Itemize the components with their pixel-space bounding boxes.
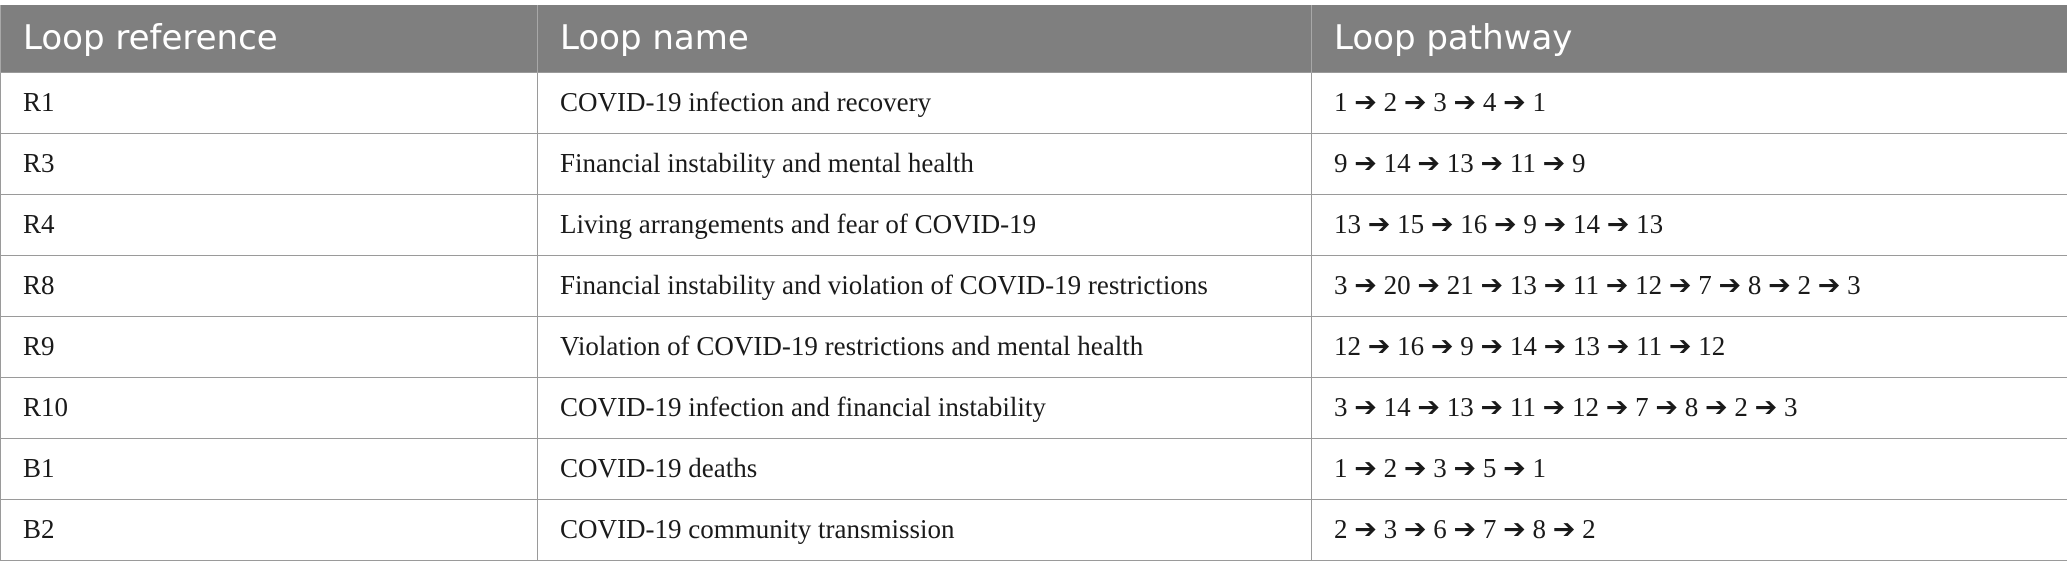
cell-loop-name: COVID-19 deaths (538, 438, 1312, 499)
cell-loop-reference: B1 (1, 438, 538, 499)
cell-loop-pathway: 2 ➔ 3 ➔ 6 ➔ 7 ➔ 8 ➔ 2 (1312, 499, 2067, 560)
table-row (1, 72, 2067, 133)
cell-loop-pathway: 1 ➔ 2 ➔ 3 ➔ 4 ➔ 1 (1312, 72, 2067, 133)
table-row (1, 194, 2067, 255)
table-row (1, 255, 2067, 316)
cell-loop-reference: R4 (1, 194, 538, 255)
cell-loop-reference: R1 (1, 72, 538, 133)
cell-loop-pathway: 12 ➔ 16 ➔ 9 ➔ 14 ➔ 13 ➔ 11 ➔ 12 (1312, 316, 2067, 377)
cell-loop-pathway: 1 ➔ 2 ➔ 3 ➔ 5 ➔ 1 (1312, 438, 2067, 499)
cell-loop-name: COVID-19 infection and recovery (538, 72, 1312, 133)
table-header-row (1, 5, 2067, 72)
cell-loop-name: COVID-19 infection and financial instability (538, 377, 1312, 438)
cell-loop-reference: R10 (1, 377, 538, 438)
cell-loop-reference: R3 (1, 133, 538, 194)
cell-loop-pathway: 9 ➔ 14 ➔ 13 ➔ 11 ➔ 9 (1312, 133, 2067, 194)
cell-loop-reference: R8 (1, 255, 538, 316)
header-loop-pathway: Loop pathway (1312, 5, 2067, 72)
cell-loop-name: Financial instability and violation of COVID-19 restrictions (538, 255, 1312, 316)
loop-table (0, 5, 2067, 561)
table-row (1, 377, 2067, 438)
cell-loop-name: Financial instability and mental health (538, 133, 1312, 194)
cell-loop-name: Living arrangements and fear of COVID-19 (538, 194, 1312, 255)
table-row (1, 316, 2067, 377)
table-row (1, 133, 2067, 194)
header-loop-name: Loop name (538, 5, 1312, 72)
table-row (1, 438, 2067, 499)
cell-loop-pathway: 13 ➔ 15 ➔ 16 ➔ 9 ➔ 14 ➔ 13 (1312, 194, 2067, 255)
cell-loop-name: Violation of COVID-19 restrictions and mental health (538, 316, 1312, 377)
cell-loop-reference: R9 (1, 316, 538, 377)
cell-loop-pathway: 3 ➔ 20 ➔ 21 ➔ 13 ➔ 11 ➔ 12 ➔ 7 ➔ 8 ➔ 2 ➔ 3 (1312, 255, 2067, 316)
cell-loop-pathway: 3 ➔ 14 ➔ 13 ➔ 11 ➔ 12 ➔ 7 ➔ 8 ➔ 2 ➔ 3 (1312, 377, 2067, 438)
cell-loop-name: COVID-19 community transmission (538, 499, 1312, 560)
table-row (1, 499, 2067, 560)
loop-table-container (0, 5, 2067, 561)
cell-loop-reference: B2 (1, 499, 538, 560)
header-loop-reference: Loop reference (1, 5, 538, 72)
